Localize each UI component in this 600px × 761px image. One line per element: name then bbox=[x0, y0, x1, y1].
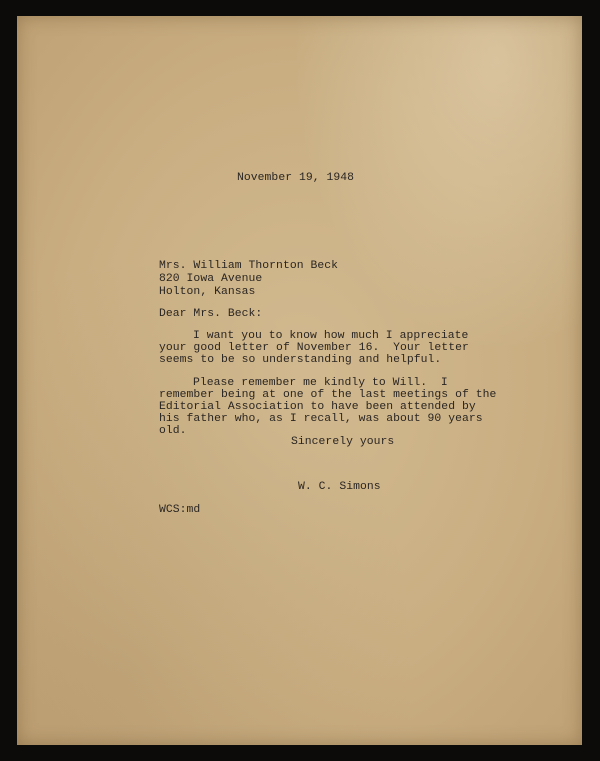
paragraph1-line: I want you to know how much I appreciate bbox=[193, 330, 469, 342]
letter-date: November 19, 1948 bbox=[237, 172, 355, 184]
paragraph1-line: seems to be so understanding and helpful. bbox=[159, 354, 442, 366]
paragraph2-line: old. bbox=[159, 425, 187, 437]
closing: Sincerely yours bbox=[291, 436, 395, 448]
salutation: Dear Mrs. Beck: bbox=[159, 308, 263, 320]
paragraph2-line: his father who, as I recall, was about 90 years bbox=[159, 413, 483, 425]
paragraph1-line: your good letter of November 16. Your letter bbox=[159, 342, 469, 354]
reference-initials: WCS:md bbox=[159, 504, 201, 516]
paragraph2-line: remember being at one of the last meetings of the bbox=[159, 389, 497, 401]
paragraph2-line: Editorial Association to have been attended by bbox=[159, 401, 476, 413]
signature-name: W. C. Simons bbox=[298, 481, 381, 493]
recipient-name: Mrs. William Thornton Beck bbox=[159, 260, 339, 272]
paragraph2-line: Please remember me kindly to Will. I bbox=[193, 377, 448, 389]
recipient-city: Holton, Kansas bbox=[159, 286, 256, 298]
letter-paper bbox=[17, 16, 582, 745]
recipient-street: 820 Iowa Avenue bbox=[159, 273, 263, 285]
